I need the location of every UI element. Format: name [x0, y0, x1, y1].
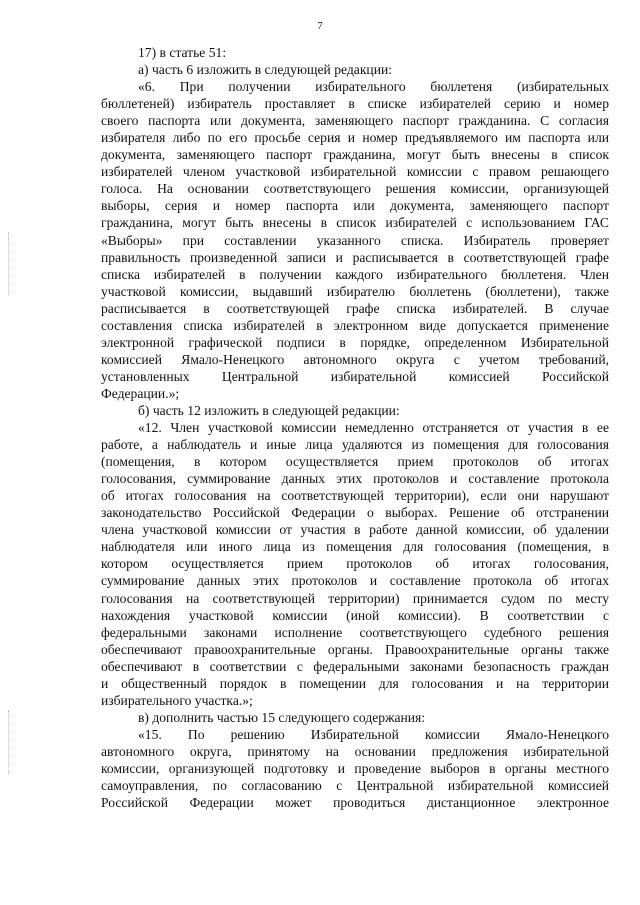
text-line: автономного округа, принятому на основании предложения избирательной: [101, 743, 609, 759]
text-line: списка избирателей в получении каждого избирательного бюллетеня. Член: [101, 266, 609, 282]
text-line: в) дополнить частью 15 следующего содержания:: [138, 709, 426, 725]
page-number: 7: [317, 20, 323, 32]
left-margin-mark: [8, 232, 9, 296]
text-line: б) часть 12 изложить в следующей редакции:: [138, 402, 400, 418]
document-body: [101, 44, 609, 811]
text-line: избирателя либо по его просьбе серия и номер предъявляемого им паспорта или: [101, 130, 609, 146]
text-line: а) часть 6 изложить в следующей редакции:: [138, 62, 393, 78]
text-line: и общественный порядок в помещении для голосования и на территории: [101, 675, 609, 691]
text-line: избирателей членом участковой избирательной комиссии с правом решающего: [101, 164, 609, 180]
text-line: об итогах голосования на соответствующей территории), если они нарушают: [101, 488, 609, 504]
text-line: гражданина, могут быть внесены в список избирателей с использованием ГАС: [101, 215, 609, 231]
text-line: комиссии, организующей подготовку и проведение выборов в органы местного: [101, 760, 609, 776]
text-line: котором осуществляется прием протоколов об итогах голосования,: [101, 556, 609, 572]
text-line: документа, заменяющего паспорт гражданина, могут быть внесены в список: [101, 147, 609, 163]
text-line: члена участковой комиссии от участия в работе данной комиссии, об удалении: [101, 522, 609, 538]
text-line: нахождения участковой комиссии (иной комиссии). В соответствии с: [101, 607, 609, 623]
text-line: участковой комиссии, выдавший избирателю бюллетень (бюллетени), также: [101, 283, 609, 299]
text-line: «15. По решению Избирательной комиссии Ямало-Ненецкого: [138, 726, 609, 742]
text-line: 17) в статье 51:: [138, 45, 227, 60]
text-line: «12. Член участковой комиссии немедленно отстраняется от участия в ее: [138, 420, 609, 436]
text-line: голосования, суммирование данных этих протоколов и составление протокола: [101, 471, 609, 487]
text-line: голоса. На основании соответствующего решения комиссии, организующей: [101, 181, 609, 197]
text-line: своего паспорта или документа, заменяющего паспорт гражданина. С согласия: [101, 113, 609, 129]
text-line: голосования на соответствующей территории) принимается судом по месту: [101, 590, 609, 606]
text-line: Федерации.»;: [101, 385, 180, 401]
text-line: федеральными законами исполнение соответствующего судебного решения: [101, 624, 609, 640]
text-line: работе, а наблюдатель и иные лица удаляются из помещения для голосования: [101, 437, 609, 453]
text-line: составления списка избирателей в электронном виде допускается применение: [101, 317, 609, 333]
text-line: выборы, серия и номер паспорта или документа, заменяющего паспорт: [101, 198, 609, 214]
text-line: избирательного участка.»;: [101, 692, 253, 708]
text-line: наблюдателя или иного лица из помещения для голосования (помещения, в: [101, 539, 609, 555]
text-line: бюллетеней) избиратель проставляет в списке избирателей серию и номер: [101, 96, 609, 112]
text-line: расписывается в соответствующей графе списка избирателей. В случае: [101, 300, 609, 316]
text-line: Российской Федерации может проводиться дистанционное электронное: [101, 795, 609, 811]
text-line: суммирование данных этих протоколов и составление протокола об итогах: [101, 573, 609, 589]
text-line: (помещения, в котором осуществляется прием протоколов об итогах: [101, 454, 609, 470]
text-line: правильность произведенной записи и расписывается в соответствующей графе: [101, 249, 609, 265]
text-line: электронной графической подписи в порядке, определенном Избирательной: [101, 334, 609, 350]
text-line: обеспечивают правоохранительные органы. Правоохранительные органы также: [101, 641, 609, 657]
text-line: установленных Центральной избирательной комиссией Российской: [101, 368, 609, 384]
text-line: обеспечивают в соответствии с федеральными законами безопасность граждан: [101, 658, 609, 674]
text-line: «Выборы» при составлении указанного списка. Избиратель проверяет: [101, 232, 609, 248]
left-margin-mark: [8, 710, 9, 774]
text-line: самоуправления, по согласованию с Центральной избирательной комиссией: [101, 778, 609, 794]
text-line: «6. При получении избирательного бюллетеня (избирательных: [138, 79, 609, 95]
text-line: законодательство Российской Федерации о выборах. Решение об отстранении: [101, 505, 609, 521]
text-line: комиссией Ямало-Ненецкого автономного округа с учетом требований,: [101, 351, 609, 367]
